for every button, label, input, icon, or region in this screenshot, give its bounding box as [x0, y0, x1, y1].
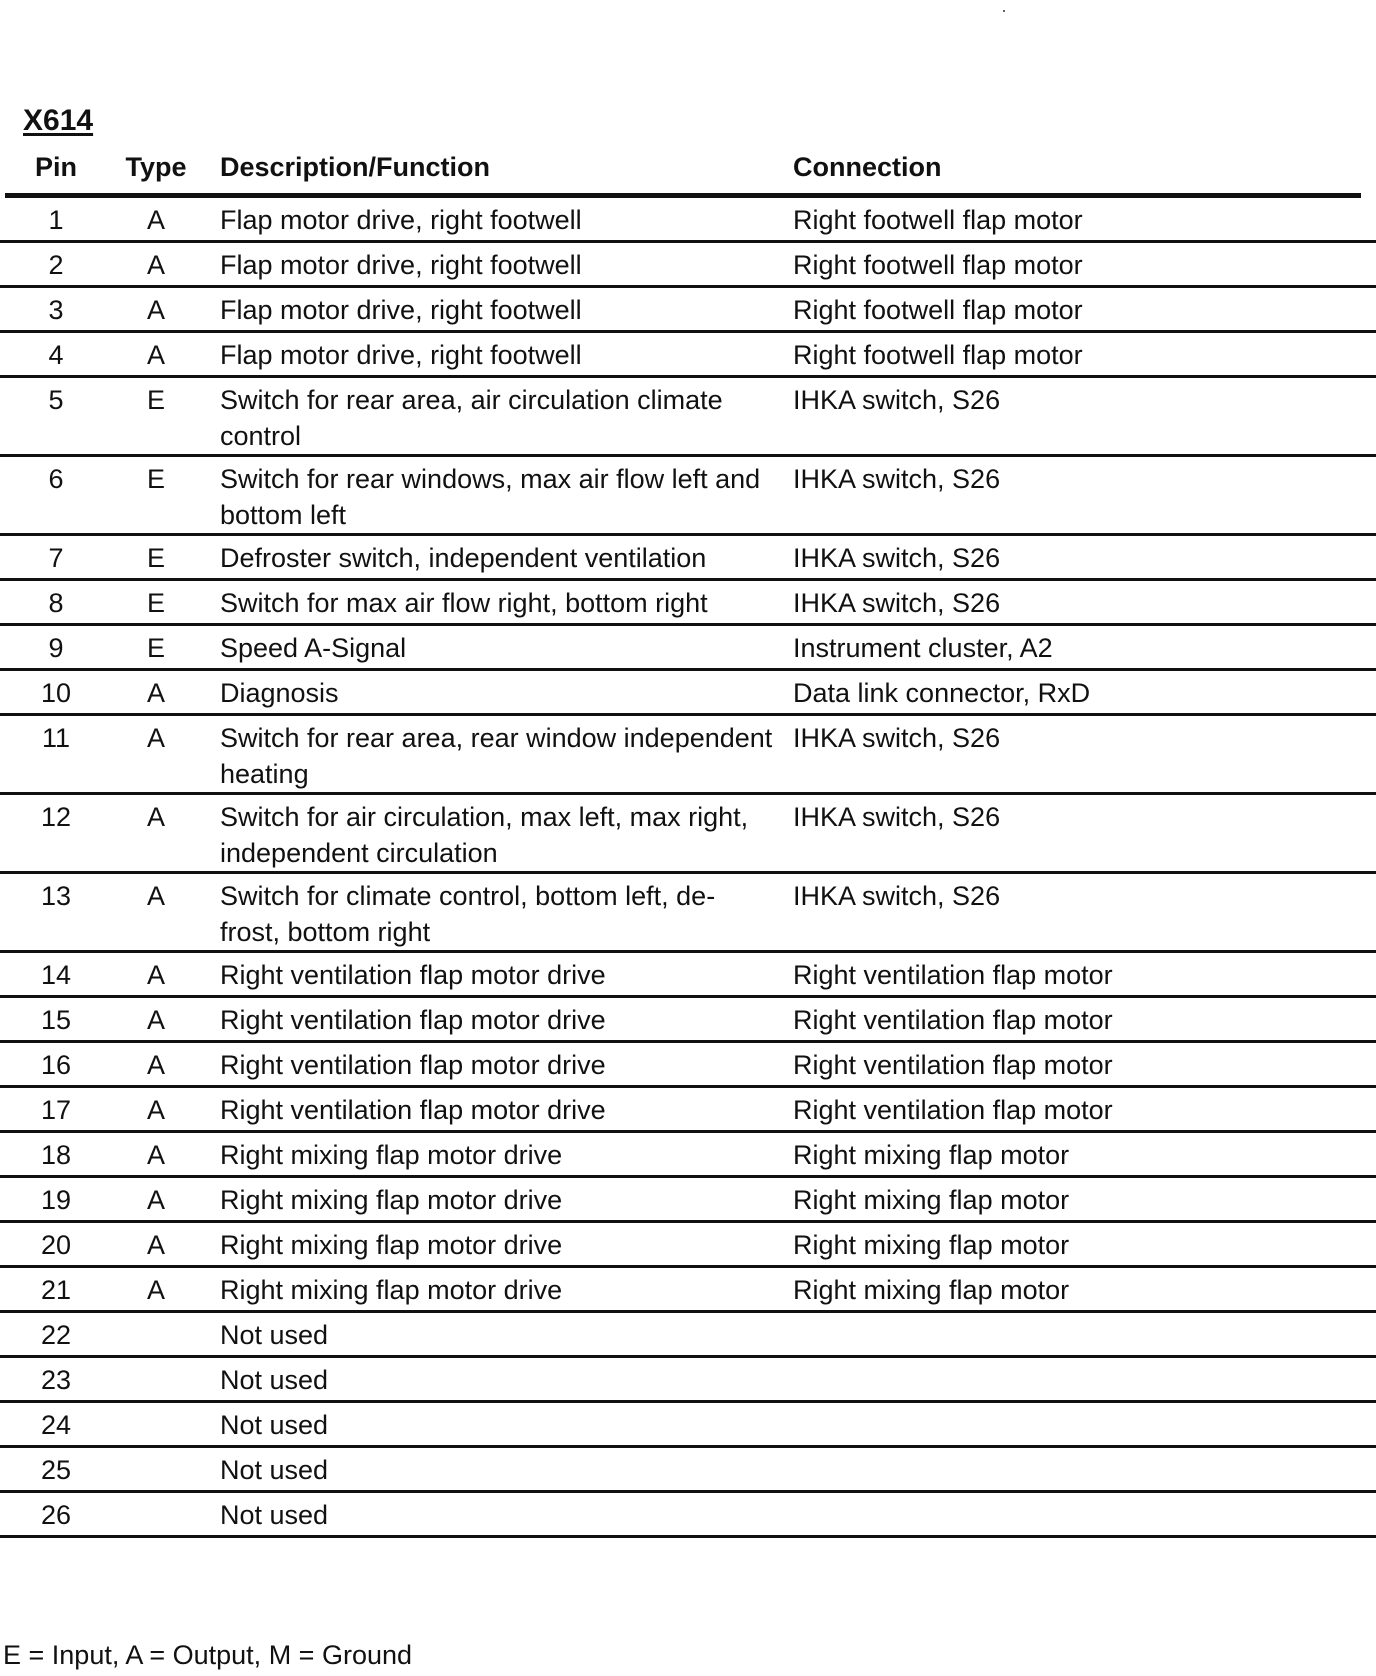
table-row [0, 1178, 1376, 1223]
connection-cell: IHKA switch, S26 [793, 723, 1001, 753]
connection-cell: Right mixing flap motor [793, 1230, 1070, 1260]
pin-cell: 15 [40, 1005, 72, 1035]
pin-cell: 25 [40, 1455, 72, 1485]
table-row [0, 1358, 1376, 1403]
table-row [0, 1448, 1376, 1493]
type-cell: A [146, 1005, 165, 1035]
table-row [0, 1493, 1376, 1538]
description-cell: Switch for max air flow right, bottom right [220, 588, 708, 618]
pin-cell: 2 [48, 250, 64, 280]
connection-cell: Right footwell flap motor [793, 340, 1083, 370]
table-row [0, 1313, 1376, 1358]
description-cell: Right ventilation flap motor drive [220, 1005, 606, 1035]
type-cell: E [146, 464, 165, 494]
type-cell: A [146, 340, 165, 370]
legend-footnote: E = Input, A = Output, M = Ground [3, 1640, 413, 1670]
description-cell: Right mixing flap motor drive [220, 1140, 563, 1170]
table-row [0, 716, 1376, 795]
table-row [0, 671, 1376, 716]
connection-cell: Right footwell flap motor [793, 250, 1083, 280]
pin-cell: 8 [48, 588, 64, 618]
table-row [0, 1268, 1376, 1313]
description-cell: Not used [220, 1500, 329, 1530]
description-cell: Switch for rear windows, max air flow left and bottom left [220, 464, 761, 530]
connection-cell: Instrument cluster, A2 [793, 633, 1053, 663]
pin-cell: 12 [40, 802, 72, 832]
pin-cell: 23 [40, 1365, 72, 1395]
pin-cell: 14 [40, 960, 72, 990]
connection-cell: Right mixing flap motor [793, 1275, 1070, 1305]
description-cell: Right mixing flap motor drive [220, 1275, 563, 1305]
connection-cell: Data link connector, RxD [793, 678, 1091, 708]
pin-cell: 4 [48, 340, 64, 370]
type-cell: A [146, 1050, 165, 1080]
type-cell: A [146, 960, 165, 990]
pin-cell: 6 [48, 464, 64, 494]
table-row [0, 378, 1376, 457]
table-row [0, 998, 1376, 1043]
type-cell: A [146, 1095, 165, 1125]
description-cell: Right ventilation flap motor drive [220, 1095, 606, 1125]
pin-cell: 10 [40, 678, 72, 708]
connection-cell: IHKA switch, S26 [793, 588, 1001, 618]
type-cell: A [146, 250, 165, 280]
header-type: Type [125, 152, 187, 182]
connection-cell: Right ventilation flap motor [793, 1005, 1113, 1035]
pin-table-body [0, 198, 1376, 1538]
pin-cell: 26 [40, 1500, 72, 1530]
table-row [0, 953, 1376, 998]
table-row [0, 333, 1376, 378]
description-cell: Right ventilation flap motor drive [220, 960, 606, 990]
type-cell: A [146, 1230, 165, 1260]
table-row [0, 1133, 1376, 1178]
connection-cell: IHKA switch, S26 [793, 802, 1001, 832]
type-cell: A [146, 1275, 165, 1305]
scan-speck [1003, 10, 1005, 12]
pin-cell: 24 [40, 1410, 72, 1440]
type-cell: A [146, 205, 165, 235]
connection-cell: Right footwell flap motor [793, 205, 1083, 235]
table-header [0, 150, 1376, 190]
table-row [0, 1403, 1376, 1448]
type-cell: A [146, 678, 165, 708]
type-cell: A [146, 295, 165, 325]
pin-cell: 11 [41, 723, 71, 753]
description-cell: Switch for rear area, air circulation climate control [220, 385, 723, 451]
description-cell: Not used [220, 1410, 329, 1440]
type-cell: A [146, 802, 165, 832]
pin-cell: 13 [40, 881, 72, 911]
pin-cell: 21 [40, 1275, 72, 1305]
description-cell: Speed A-Signal [220, 633, 407, 663]
pin-cell: 20 [40, 1230, 72, 1260]
connection-cell: Right ventilation flap motor [793, 960, 1113, 990]
description-cell: Flap motor drive, right footwell [220, 295, 582, 325]
header-pin: Pin [34, 152, 77, 182]
description-cell: Flap motor drive, right footwell [220, 340, 582, 370]
pin-cell: 16 [40, 1050, 72, 1080]
connection-cell: Right footwell flap motor [793, 295, 1083, 325]
description-cell: Right ventilation flap motor drive [220, 1050, 606, 1080]
type-cell: E [146, 385, 165, 415]
header-connection: Connection [793, 152, 942, 182]
pin-cell: 17 [40, 1095, 72, 1125]
connection-cell: IHKA switch, S26 [793, 881, 1001, 911]
description-cell: Not used [220, 1365, 329, 1395]
connection-cell: IHKA switch, S26 [793, 464, 1001, 494]
table-row [0, 626, 1376, 671]
pin-cell: 5 [48, 385, 64, 415]
pin-cell: 18 [40, 1140, 72, 1170]
table-row [0, 288, 1376, 333]
description-cell: Switch for air circulation, max left, max right, independent circulation [220, 802, 749, 868]
table-row [0, 243, 1376, 288]
description-cell: Not used [220, 1320, 329, 1350]
pin-cell: 22 [40, 1320, 72, 1350]
connection-cell: Right mixing flap motor [793, 1185, 1070, 1215]
connection-cell: Right ventilation flap motor [793, 1050, 1113, 1080]
table-row [0, 581, 1376, 626]
connection-cell: Right ventilation flap motor [793, 1095, 1113, 1125]
type-cell: E [146, 543, 165, 573]
table-row [0, 457, 1376, 536]
connection-cell: IHKA switch, S26 [793, 543, 1001, 573]
header-description: Description/Function [220, 152, 490, 182]
type-cell: A [146, 1140, 165, 1170]
description-cell: Right mixing flap motor drive [220, 1185, 563, 1215]
description-cell: Diagnosis [220, 678, 339, 708]
table-row [0, 1043, 1376, 1088]
description-cell: Flap motor drive, right footwell [220, 205, 582, 235]
type-cell: E [146, 588, 165, 618]
pin-cell: 9 [48, 633, 64, 663]
pin-cell: 7 [48, 543, 64, 573]
pin-cell: 19 [40, 1185, 72, 1215]
description-cell: Flap motor drive, right footwell [220, 250, 582, 280]
description-cell: Switch for rear area, rear window independent heating [220, 723, 773, 789]
type-cell: A [146, 1185, 165, 1215]
description-cell: Not used [220, 1455, 329, 1485]
type-cell: A [146, 881, 165, 911]
type-cell: E [146, 633, 165, 663]
description-cell: Switch for climate control, bottom left, de-frost, bottom right [220, 881, 716, 947]
pin-cell: 3 [48, 295, 64, 325]
table-row [0, 1088, 1376, 1133]
connection-cell: IHKA switch, S26 [793, 385, 1001, 415]
table-row [0, 536, 1376, 581]
connector-title: X614 [23, 104, 94, 137]
pin-cell: 1 [48, 205, 64, 235]
connection-cell: Right mixing flap motor [793, 1140, 1070, 1170]
table-row [0, 1223, 1376, 1268]
description-cell: Defroster switch, independent ventilation [220, 543, 707, 573]
description-cell: Right mixing flap motor drive [220, 1230, 563, 1260]
table-row [0, 795, 1376, 874]
table-row [0, 874, 1376, 953]
type-cell: A [146, 723, 165, 753]
table-row [0, 198, 1376, 243]
